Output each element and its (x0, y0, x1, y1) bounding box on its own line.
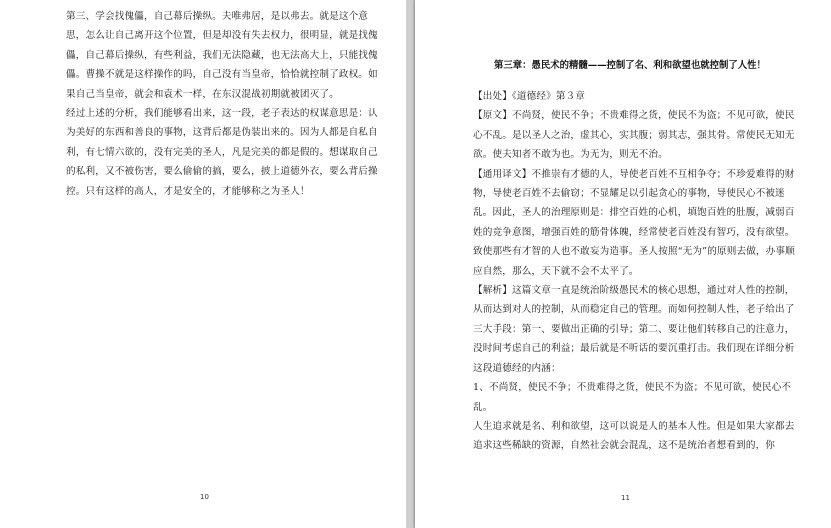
page-number: 10 (200, 493, 209, 501)
paragraph: 人生追求就是名、利和欲望，这可以说是人的基本人性。但是如果大家都去追求这些稀缺的资源，自然社会就会混乱，这不是统治者想看到的，你 (473, 420, 795, 452)
paragraph: 经过上述的分析，我们能够看出来，这一段，老子表达的权谋意思是：认为美好的东西和善良的事物，这背后都是伪装出来的。因为人都是自私自利，有七情六欲的，没有完美的圣人，凡是完美的都是假的。想谋取自己的私利，又不被伤害，要么偷偷的搞，要么，披上道德外衣，要么背后操控。只有这样的高人，才是安全的，才能够称之为圣人！ (66, 108, 378, 197)
paragraph-original-text: 【原文】不尚贤，使民不争；不贵难得之货，使民不为盗；不见可欲，使民心不乱。是以圣人之治，虚其心，实其腹；弱其志，强其骨。常使民无知无欲。使夫知者不敢为也。为无为，则无不治。 (473, 110, 795, 161)
paragraph: 第三、学会找傀儡，自己幕后操纵。夫唯弗居，是以弗去。就是这个意思，怎么让自己离开这个位置，但是却没有失去权力，很明显，就是找傀儡，自己幕后操纵，有些利益，我们无法隐藏，也无法高大上，只能找傀儡。曹操不就是这样操作的吗，自己没有当皇帝，恰恰就控制了政权。如果自己当皇帝，就会和袁术一样，在东汉混战初期就被团灭了。 (66, 11, 378, 100)
left-page-body (66, 7, 382, 201)
document-page-right (415, 0, 831, 528)
paragraph-source: 【出处】《道德经》第３章 (473, 91, 586, 102)
right-page-body (473, 87, 803, 456)
paragraph-point-1: 1、不尚贤，使民不争；不贵难得之货，使民不为盗；不见可欲，使民心不乱。 (473, 382, 792, 413)
paragraph-translation: 【通用译文】不推崇有才德的人，导使老百姓不互相争夺；不珍爱难得的财物，导使老百姓不去偷窃；不显耀足以引起贪心的事物，导使民心不被迷乱。因此，圣人的治理原则是：排空百姓的心机，填饱百姓的肚腹，减弱百姓的竞争意图，增强百姓的筋骨体魄，经常使老百姓没有智巧，没有欲望。致使那些有才智的人也不敢妄为造事。圣人按照“无为”的原则去做，办事顺应自然，那么，天下就不会不太平了。 (473, 168, 795, 277)
document-page-left (0, 0, 406, 528)
page-gutter (406, 0, 415, 528)
chapter-title: 第三章：愚民术的精髓——控制了名、利和欲望也就控制了人性！ (494, 60, 766, 71)
page-number: 11 (621, 494, 630, 502)
paragraph-analysis: 【解析】这篇文章一直是统治阶级愚民术的核心思想，通过对人性的控制，从而达到对人的控制，从而稳定自己的管理。而如何控制人性，老子给出了三大手段：第一、要做出正确的引导；第二、要让他们转移自己的注意力，没时间考虑自己的利益；最后就是不听话的要沉重打击。我们现在详细分析这段道德经的内涵： (473, 285, 795, 374)
